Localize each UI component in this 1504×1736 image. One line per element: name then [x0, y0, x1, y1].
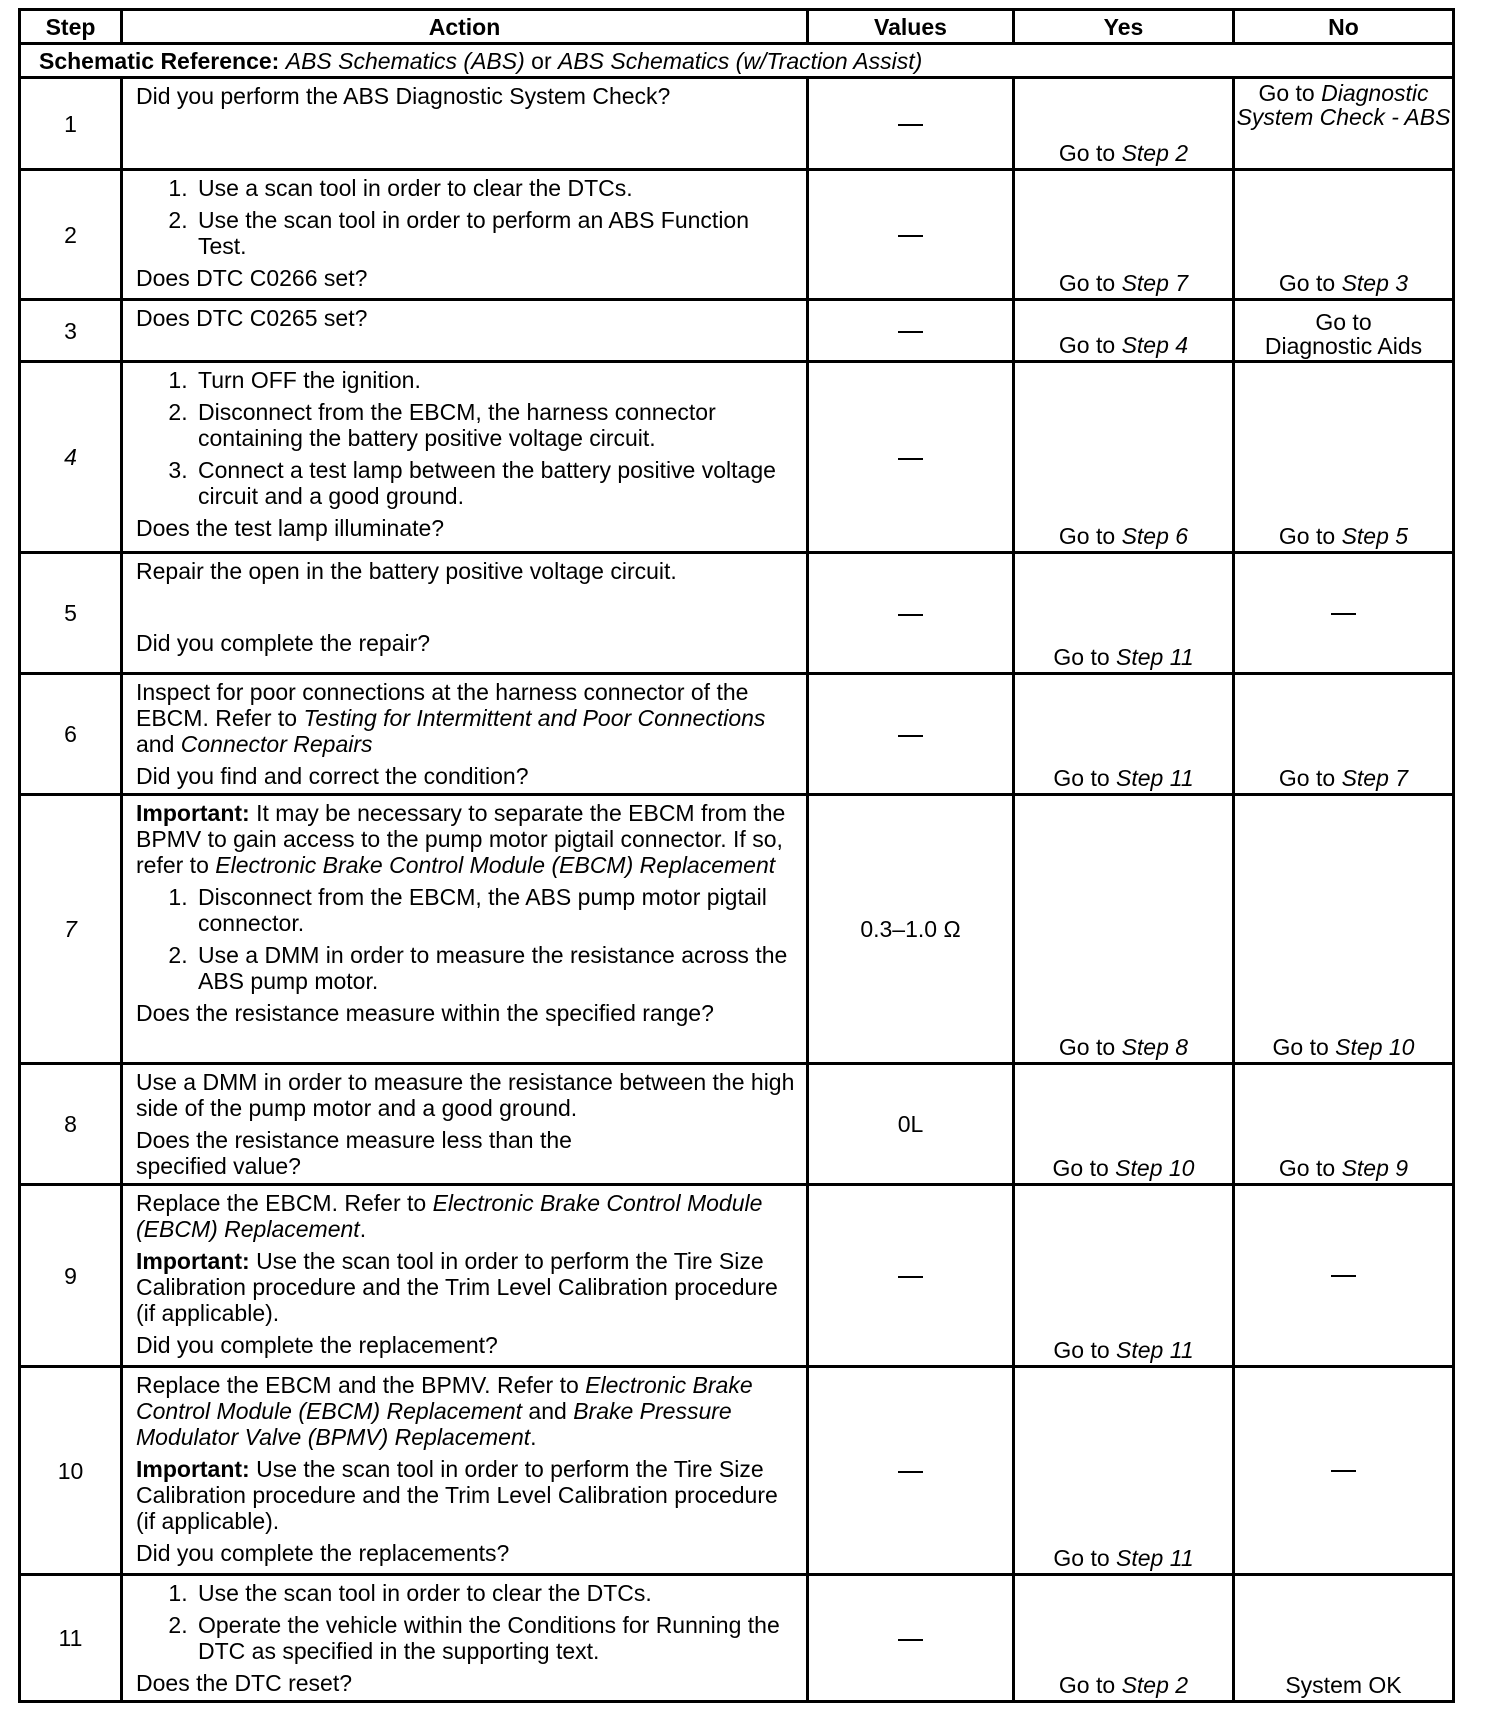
goto-step-link[interactable]: Step 6 [1121, 523, 1189, 549]
important-note: Important: It may be necessary to separate the EBCM from the BPMV to gain access to the pump motor pigtail connector. If so, refer to Electronic Brake Control Module (EBCM) Replacement [136, 800, 786, 878]
action-list [136, 175, 796, 259]
step-number: 2 [20, 170, 122, 300]
action-text: Replace the EBCM. Refer to Electronic Brake Control Module (EBCM) Replacement. [136, 1190, 763, 1242]
header-action: Action [122, 10, 808, 44]
action-list [136, 884, 796, 994]
diagnostic-system-check-link[interactable]: Diagnostic System Check - ABS [1236, 80, 1451, 130]
dash [1331, 613, 1356, 615]
action-cell [122, 795, 808, 1064]
action-cell [122, 1185, 808, 1367]
step-number: 7 [20, 795, 122, 1064]
no-cell[interactable]: Go to Step 7 [1234, 674, 1454, 795]
goto-step-link[interactable]: Step 11 [1116, 1337, 1194, 1363]
action-cell [122, 170, 808, 300]
reference-link[interactable]: Electronic Brake Control Module (EBCM) Replacement [136, 1372, 753, 1424]
values-cell: 0.3–1.0 Ω [808, 795, 1014, 1064]
action-list-item: 2. Use the scan tool in order to perform an ABS Function Test. [194, 207, 796, 259]
action-cell [122, 300, 808, 362]
goto-step-link[interactable]: Step 11 [1116, 644, 1194, 670]
goto-step-link[interactable]: Step 7 [1341, 765, 1409, 791]
no-cell [1234, 553, 1454, 674]
action-list-item: 1. Turn OFF the ignition. [194, 367, 796, 393]
goto-step-link[interactable]: Step 3 [1341, 270, 1409, 296]
dash [898, 235, 923, 237]
action-cell [122, 362, 808, 553]
no-cell: System OK [1234, 1575, 1454, 1702]
no-cell[interactable]: Go to Step 10 [1234, 795, 1454, 1064]
goto-step-link[interactable]: Step 8 [1121, 1034, 1189, 1060]
table-row [20, 795, 1454, 1064]
table-row [20, 170, 1454, 300]
action-question: Did you complete the replacements? [136, 1540, 510, 1566]
schematic-link-abs[interactable]: ABS Schematics (ABS) [285, 47, 525, 74]
action-question: Does the resistance measure less than the specified value? [136, 1127, 572, 1179]
action-text: Replace the EBCM and the BPMV. Refer to Electronic Brake Control Module (EBCM) Replacement and Brake Pressure Modulator Valve (BPMV) Replacement. [136, 1372, 753, 1450]
step-number: 3 [20, 300, 122, 362]
action-cell [122, 674, 808, 795]
yes-cell[interactable]: Go to Step 2 [1014, 78, 1234, 170]
action-list-item: 3. Connect a test lamp between the battery positive voltage circuit and a good ground. [194, 457, 796, 509]
table-row [20, 1367, 1454, 1575]
schematic-or: or [524, 47, 558, 74]
dash [1331, 1275, 1356, 1277]
important-note: Important: Use the scan tool in order to perform the Tire Size Calibration procedure and the Trim Level Calibration procedure (if applicable). [136, 1248, 778, 1326]
action-question: Did you find and correct the condition? [136, 763, 529, 789]
action-cell [122, 1367, 808, 1575]
action-question: Did you complete the replacement? [136, 1332, 498, 1358]
goto-step-link[interactable]: Step 11 [1116, 1545, 1194, 1571]
reference-link[interactable]: Testing for Intermittent and Poor Connections [303, 705, 766, 731]
action-list [136, 367, 796, 509]
table-row [20, 362, 1454, 553]
values-cell [808, 78, 1014, 170]
schematic-reference-row [20, 44, 1454, 78]
yes-cell[interactable]: Go to Step 4 [1014, 300, 1234, 362]
action-list-item: 1. Use the scan tool in order to clear the DTCs. [194, 1580, 796, 1606]
no-cell[interactable]: Go to Step 5 [1234, 362, 1454, 553]
table-row [20, 674, 1454, 795]
yes-cell[interactable]: Go to Step 11 [1014, 553, 1234, 674]
values-cell [808, 1367, 1014, 1575]
values-cell [808, 674, 1014, 795]
dash [898, 1639, 923, 1641]
dash [898, 1276, 923, 1278]
yes-cell[interactable]: Go to Step 6 [1014, 362, 1234, 553]
important-note: Important: Use the scan tool in order to perform the Tire Size Calibration procedure and the Trim Level Calibration procedure (if applicable). [136, 1456, 778, 1534]
action-question: Does the test lamp illuminate? [136, 515, 445, 541]
yes-cell[interactable]: Go to Step 8 [1014, 795, 1234, 1064]
values-cell [808, 300, 1014, 362]
dash [898, 124, 923, 126]
step-number: 10 [20, 1367, 122, 1575]
step-number: 6 [20, 674, 122, 795]
table-header-row [20, 10, 1454, 44]
step-number: 4 [20, 362, 122, 553]
dash [898, 331, 923, 333]
values-cell: 0L [808, 1064, 1014, 1185]
no-cell[interactable]: Go to Step 9 [1234, 1064, 1454, 1185]
reference-link[interactable]: Electronic Brake Control Module (EBCM) Replacement [136, 1190, 763, 1242]
action-text: Use a DMM in order to measure the resistance between the high side of the pump motor and a good ground. [136, 1069, 795, 1121]
yes-cell[interactable]: Go to Step 10 [1014, 1064, 1234, 1185]
schematic-label: Schematic Reference: [39, 47, 280, 74]
action-list-item: 2. Disconnect from the EBCM, the harness connector containing the battery positive voltage circuit. [194, 399, 796, 451]
step-number: 8 [20, 1064, 122, 1185]
action-list-item: 2. Operate the vehicle within the Conditions for Running the DTC as specified in the supporting text. [194, 1612, 796, 1664]
schematic-link-traction-assist[interactable]: ABS Schematics (w/Traction Assist) [558, 47, 923, 74]
table-row [20, 1064, 1454, 1185]
table-row [20, 553, 1454, 674]
dash [898, 614, 923, 616]
table-row [20, 78, 1454, 170]
action-question: Does the DTC reset? [136, 1670, 353, 1696]
diagnostic-aids-link[interactable]: Diagnostic Aids [1264, 333, 1423, 359]
action-list-item: 2. Use a DMM in order to measure the resistance across the ABS pump motor. [194, 942, 796, 994]
goto-step-link[interactable]: Step 4 [1121, 332, 1189, 358]
goto-step-link[interactable]: Step 9 [1341, 1155, 1409, 1181]
values-cell [808, 170, 1014, 300]
reference-link[interactable]: Electronic Brake Control Module (EBCM) Replacement [215, 852, 776, 878]
step-number: 11 [20, 1575, 122, 1702]
table-row [20, 1185, 1454, 1367]
no-cell[interactable]: Go to Step 3 [1234, 170, 1454, 300]
action-cell [122, 1575, 808, 1702]
reference-link[interactable]: Brake Pressure Modulator Valve (BPMV) Replacement [136, 1398, 732, 1450]
values-cell [808, 553, 1014, 674]
action-question: Did you complete the repair? [136, 630, 431, 656]
dash [898, 1471, 923, 1473]
values-cell [808, 1575, 1014, 1702]
action-question: Does the resistance measure within the specified range? [136, 1000, 714, 1026]
action-list-item: 1. Disconnect from the EBCM, the ABS pump motor pigtail connector. [194, 884, 796, 936]
yes-cell[interactable]: Go to Step 2 [1014, 1575, 1234, 1702]
action-question: Does DTC C0265 set? [136, 305, 368, 331]
step-number: 9 [20, 1185, 122, 1367]
goto-step-link[interactable]: Step 2 [1121, 140, 1189, 166]
dash [1331, 1470, 1356, 1472]
action-question: Did you perform the ABS Diagnostic System Check? [136, 83, 671, 109]
goto-step-link[interactable]: Step 5 [1341, 523, 1409, 549]
diagnostic-table [18, 8, 1455, 1703]
values-cell [808, 1185, 1014, 1367]
action-cell [122, 1064, 808, 1185]
goto-step-link[interactable]: Step 10 [1335, 1034, 1415, 1060]
action-cell [122, 553, 808, 674]
header-no: No [1234, 10, 1454, 44]
action-cell [122, 78, 808, 170]
dash [898, 735, 923, 737]
header-values: Values [808, 10, 1014, 44]
step-number: 5 [20, 553, 122, 674]
action-text: Repair the open in the battery positive voltage circuit. [136, 558, 677, 584]
no-cell [1234, 1367, 1454, 1575]
goto-step-link[interactable]: Step 10 [1115, 1155, 1195, 1181]
yes-cell[interactable]: Go to Step 11 [1014, 674, 1234, 795]
dash [898, 458, 923, 460]
header-step: Step [20, 10, 122, 44]
yes-cell[interactable]: Go to Step 11 [1014, 1185, 1234, 1367]
table-row [20, 300, 1454, 362]
goto-step-link[interactable]: Step 11 [1116, 765, 1194, 791]
action-list-item: 1. Use a scan tool in order to clear the DTCs. [194, 175, 796, 201]
goto-step-link[interactable]: Step 2 [1121, 1672, 1189, 1698]
reference-link[interactable]: Connector Repairs [180, 731, 373, 757]
values-cell [808, 362, 1014, 553]
yes-cell[interactable]: Go to Step 7 [1014, 170, 1234, 300]
schematic-reference [20, 44, 1454, 78]
action-text: Inspect for poor connections at the harness connector of the EBCM. Refer to Testing for Intermittent and Poor Connections and Connector Repairs [136, 679, 766, 757]
header-yes: Yes [1014, 10, 1234, 44]
goto-step-link[interactable]: Step 7 [1121, 270, 1189, 296]
no-cell[interactable]: Go to Diagnostic System Check - ABS [1234, 78, 1454, 170]
action-question: Does DTC C0266 set? [136, 265, 368, 291]
action-list [136, 1580, 796, 1664]
yes-cell[interactable]: Go to Step 11 [1014, 1367, 1234, 1575]
table-row [20, 1575, 1454, 1702]
no-cell[interactable]: Go to Diagnostic Aids [1234, 300, 1454, 362]
step-number: 1 [20, 78, 122, 170]
no-cell [1234, 1185, 1454, 1367]
